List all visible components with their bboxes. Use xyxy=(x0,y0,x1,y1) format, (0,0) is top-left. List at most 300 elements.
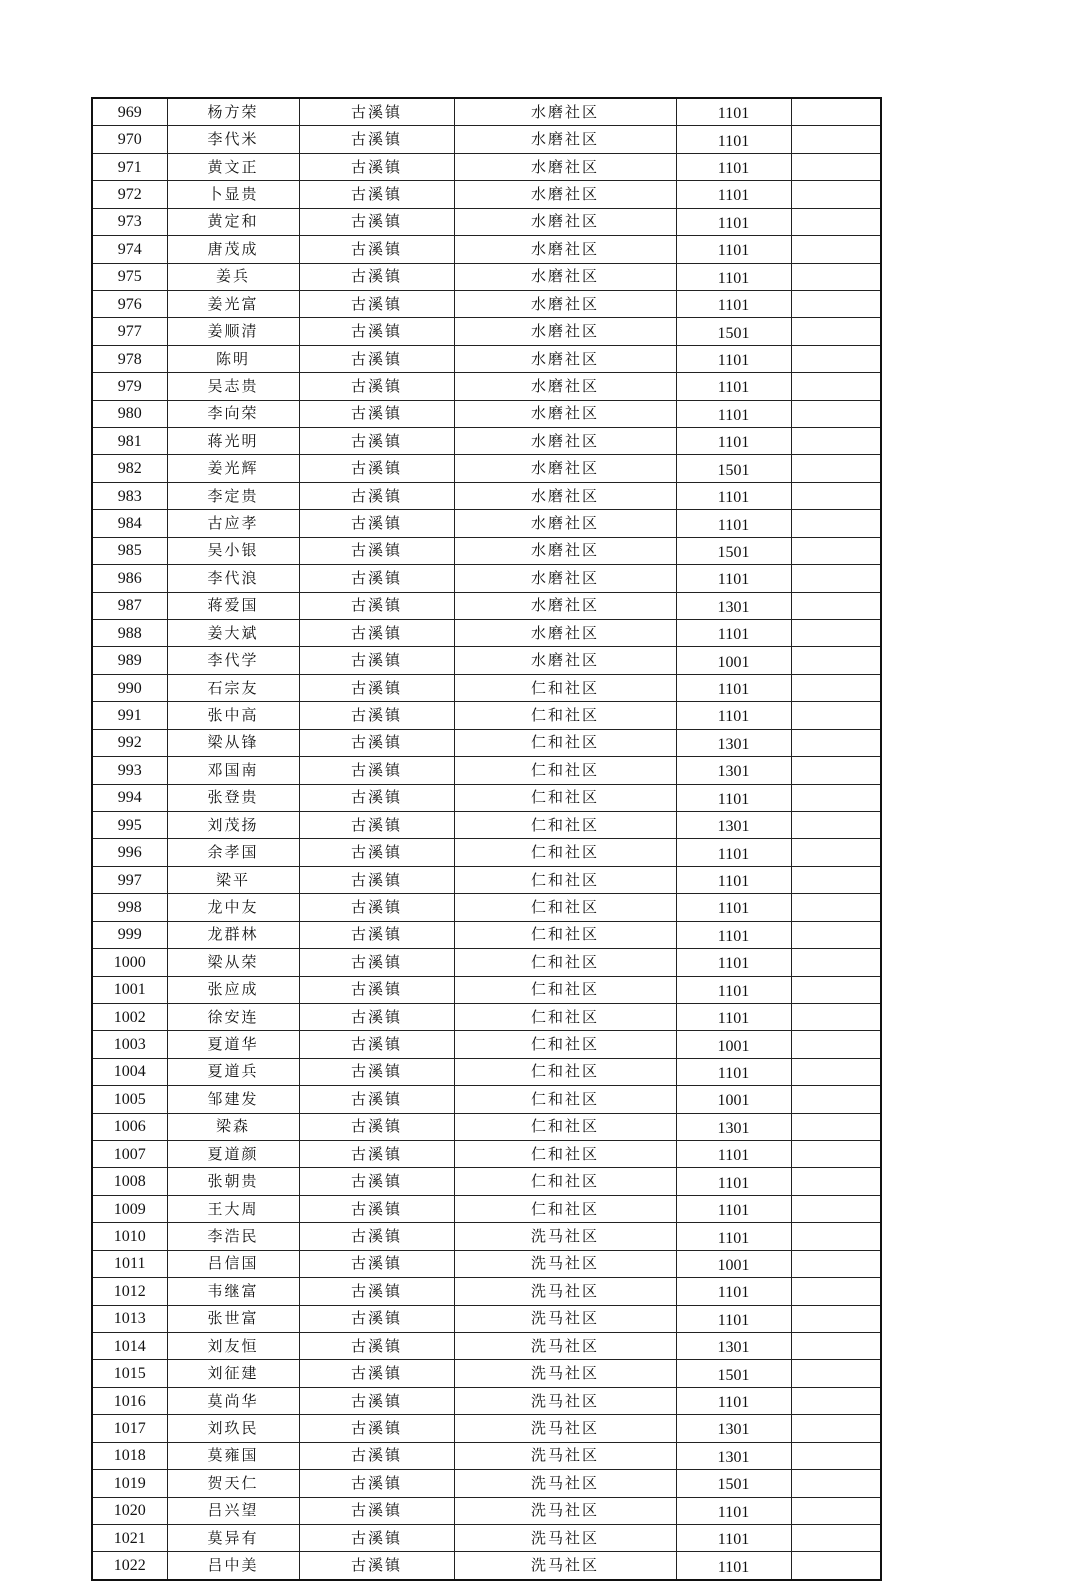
note-cell xyxy=(791,126,881,153)
name-cell: 吴小银 xyxy=(167,537,299,564)
code-cell: 1001 xyxy=(676,1250,791,1277)
town-cell: 古溪镇 xyxy=(299,208,454,235)
table-row xyxy=(92,811,881,838)
community-cell: 仁和社区 xyxy=(454,811,676,838)
note-cell xyxy=(791,921,881,948)
note-cell xyxy=(791,153,881,180)
table-row xyxy=(92,894,881,921)
note-cell xyxy=(791,1387,881,1414)
community-cell: 仁和社区 xyxy=(454,1003,676,1030)
community-cell: 仁和社区 xyxy=(454,949,676,976)
community-cell: 仁和社区 xyxy=(454,839,676,866)
table-row xyxy=(92,1387,881,1414)
name-cell: 古应孝 xyxy=(167,510,299,537)
name-cell: 梁从荣 xyxy=(167,949,299,976)
community-cell: 水磨社区 xyxy=(454,290,676,317)
table-row xyxy=(92,976,881,1003)
code-cell: 1101 xyxy=(676,839,791,866)
table-row xyxy=(92,153,881,180)
community-cell: 水磨社区 xyxy=(454,537,676,564)
name-cell: 杨方荣 xyxy=(167,98,299,126)
name-cell: 黄定和 xyxy=(167,208,299,235)
note-cell xyxy=(791,1415,881,1442)
table-row xyxy=(92,1141,881,1168)
code-cell: 1101 xyxy=(676,1497,791,1524)
name-cell: 张中高 xyxy=(167,702,299,729)
community-cell: 仁和社区 xyxy=(454,1086,676,1113)
code-cell: 1101 xyxy=(676,1058,791,1085)
name-cell: 刘茂扬 xyxy=(167,811,299,838)
row-number-cell: 991 xyxy=(92,702,167,729)
table-row xyxy=(92,1470,881,1497)
community-cell: 水磨社区 xyxy=(454,592,676,619)
town-cell: 古溪镇 xyxy=(299,565,454,592)
note-cell xyxy=(791,510,881,537)
code-cell: 1101 xyxy=(676,428,791,455)
table-row xyxy=(92,1250,881,1277)
town-cell: 古溪镇 xyxy=(299,482,454,509)
town-cell: 古溪镇 xyxy=(299,318,454,345)
row-number-cell: 980 xyxy=(92,400,167,427)
note-cell xyxy=(791,290,881,317)
town-cell: 古溪镇 xyxy=(299,976,454,1003)
note-cell xyxy=(791,839,881,866)
name-cell: 吕信国 xyxy=(167,1250,299,1277)
note-cell xyxy=(791,1113,881,1140)
name-cell: 吕兴望 xyxy=(167,1497,299,1524)
name-cell: 夏道兵 xyxy=(167,1058,299,1085)
row-number-cell: 1021 xyxy=(92,1524,167,1551)
table-row xyxy=(92,318,881,345)
table-row xyxy=(92,1524,881,1551)
table-row xyxy=(92,1360,881,1387)
town-cell: 古溪镇 xyxy=(299,1113,454,1140)
code-cell: 1101 xyxy=(676,976,791,1003)
name-cell: 夏道华 xyxy=(167,1031,299,1058)
town-cell: 古溪镇 xyxy=(299,1278,454,1305)
code-cell: 1501 xyxy=(676,318,791,345)
table-row xyxy=(92,510,881,537)
name-cell: 吕中美 xyxy=(167,1552,299,1580)
community-cell: 洗马社区 xyxy=(454,1278,676,1305)
name-cell: 梁平 xyxy=(167,866,299,893)
community-cell: 仁和社区 xyxy=(454,921,676,948)
table-row xyxy=(92,674,881,701)
community-cell: 水磨社区 xyxy=(454,181,676,208)
note-cell xyxy=(791,98,881,126)
name-cell: 刘玖民 xyxy=(167,1415,299,1442)
name-cell: 韦继富 xyxy=(167,1278,299,1305)
note-cell xyxy=(791,1470,881,1497)
row-number-cell: 993 xyxy=(92,757,167,784)
row-number-cell: 974 xyxy=(92,236,167,263)
table-row xyxy=(92,345,881,372)
name-cell: 梁森 xyxy=(167,1113,299,1140)
table-row xyxy=(92,565,881,592)
note-cell xyxy=(791,208,881,235)
community-cell: 洗马社区 xyxy=(454,1497,676,1524)
table-row xyxy=(92,1415,881,1442)
code-cell: 1101 xyxy=(676,702,791,729)
table-row xyxy=(92,208,881,235)
town-cell: 古溪镇 xyxy=(299,894,454,921)
row-number-cell: 987 xyxy=(92,592,167,619)
note-cell xyxy=(791,400,881,427)
row-number-cell: 973 xyxy=(92,208,167,235)
note-cell xyxy=(791,373,881,400)
community-cell: 仁和社区 xyxy=(454,1058,676,1085)
row-number-cell: 1016 xyxy=(92,1387,167,1414)
code-cell: 1101 xyxy=(676,1387,791,1414)
community-cell: 水磨社区 xyxy=(454,647,676,674)
code-cell: 1001 xyxy=(676,1031,791,1058)
town-cell: 古溪镇 xyxy=(299,784,454,811)
table-row xyxy=(92,181,881,208)
community-cell: 水磨社区 xyxy=(454,318,676,345)
code-cell: 1101 xyxy=(676,153,791,180)
name-cell: 蒋爱国 xyxy=(167,592,299,619)
table-row xyxy=(92,1058,881,1085)
table-row xyxy=(92,373,881,400)
name-cell: 徐安连 xyxy=(167,1003,299,1030)
town-cell: 古溪镇 xyxy=(299,510,454,537)
name-cell: 姜光富 xyxy=(167,290,299,317)
code-cell: 1301 xyxy=(676,1113,791,1140)
code-cell: 1101 xyxy=(676,620,791,647)
community-cell: 仁和社区 xyxy=(454,1195,676,1222)
row-number-cell: 1009 xyxy=(92,1195,167,1222)
row-number-cell: 1018 xyxy=(92,1442,167,1469)
row-number-cell: 996 xyxy=(92,839,167,866)
code-cell: 1101 xyxy=(676,1195,791,1222)
row-number-cell: 1004 xyxy=(92,1058,167,1085)
community-cell: 洗马社区 xyxy=(454,1442,676,1469)
code-cell: 1101 xyxy=(676,510,791,537)
name-cell: 刘友恒 xyxy=(167,1332,299,1359)
name-cell: 卜显贵 xyxy=(167,181,299,208)
town-cell: 古溪镇 xyxy=(299,1415,454,1442)
row-number-cell: 984 xyxy=(92,510,167,537)
note-cell xyxy=(791,263,881,290)
town-cell: 古溪镇 xyxy=(299,1387,454,1414)
town-cell: 古溪镇 xyxy=(299,1003,454,1030)
town-cell: 古溪镇 xyxy=(299,373,454,400)
town-cell: 古溪镇 xyxy=(299,1442,454,1469)
community-cell: 水磨社区 xyxy=(454,373,676,400)
row-number-cell: 1006 xyxy=(92,1113,167,1140)
table-row xyxy=(92,537,881,564)
row-number-cell: 1005 xyxy=(92,1086,167,1113)
table-row xyxy=(92,702,881,729)
row-number-cell: 969 xyxy=(92,98,167,126)
code-cell: 1101 xyxy=(676,894,791,921)
name-cell: 姜兵 xyxy=(167,263,299,290)
table-row xyxy=(92,236,881,263)
code-cell: 1101 xyxy=(676,126,791,153)
town-cell: 古溪镇 xyxy=(299,1470,454,1497)
row-number-cell: 982 xyxy=(92,455,167,482)
town-cell: 古溪镇 xyxy=(299,839,454,866)
row-number-cell: 970 xyxy=(92,126,167,153)
name-cell: 邹建发 xyxy=(167,1086,299,1113)
community-cell: 水磨社区 xyxy=(454,126,676,153)
note-cell xyxy=(791,702,881,729)
town-cell: 古溪镇 xyxy=(299,181,454,208)
note-cell xyxy=(791,976,881,1003)
table-row xyxy=(92,757,881,784)
note-cell xyxy=(791,674,881,701)
row-number-cell: 994 xyxy=(92,784,167,811)
name-cell: 龙群林 xyxy=(167,921,299,948)
town-cell: 古溪镇 xyxy=(299,729,454,756)
table-row xyxy=(92,1003,881,1030)
town-cell: 古溪镇 xyxy=(299,674,454,701)
row-number-cell: 981 xyxy=(92,428,167,455)
town-cell: 古溪镇 xyxy=(299,1031,454,1058)
note-cell xyxy=(791,1168,881,1195)
table-row xyxy=(92,1552,881,1580)
community-cell: 水磨社区 xyxy=(454,482,676,509)
note-cell xyxy=(791,811,881,838)
note-cell xyxy=(791,537,881,564)
note-cell xyxy=(791,428,881,455)
name-cell: 贺天仁 xyxy=(167,1470,299,1497)
row-number-cell: 997 xyxy=(92,866,167,893)
code-cell: 1101 xyxy=(676,181,791,208)
code-cell: 1301 xyxy=(676,811,791,838)
note-cell xyxy=(791,949,881,976)
code-cell: 1101 xyxy=(676,866,791,893)
row-number-cell: 1007 xyxy=(92,1141,167,1168)
name-cell: 李代学 xyxy=(167,647,299,674)
table-row xyxy=(92,1442,881,1469)
town-cell: 古溪镇 xyxy=(299,153,454,180)
code-cell: 1101 xyxy=(676,263,791,290)
table-row xyxy=(92,1031,881,1058)
name-cell: 张世富 xyxy=(167,1305,299,1332)
community-cell: 仁和社区 xyxy=(454,1031,676,1058)
table-row xyxy=(92,921,881,948)
table-row xyxy=(92,400,881,427)
code-cell: 1001 xyxy=(676,1086,791,1113)
community-cell: 水磨社区 xyxy=(454,153,676,180)
note-cell xyxy=(791,1003,881,1030)
row-number-cell: 972 xyxy=(92,181,167,208)
name-cell: 黄文正 xyxy=(167,153,299,180)
row-number-cell: 1014 xyxy=(92,1332,167,1359)
community-cell: 水磨社区 xyxy=(454,98,676,126)
town-cell: 古溪镇 xyxy=(299,1086,454,1113)
name-cell: 陈明 xyxy=(167,345,299,372)
table-row xyxy=(92,729,881,756)
row-number-cell: 1002 xyxy=(92,1003,167,1030)
community-cell: 洗马社区 xyxy=(454,1332,676,1359)
community-cell: 水磨社区 xyxy=(454,263,676,290)
note-cell xyxy=(791,1305,881,1332)
row-number-cell: 998 xyxy=(92,894,167,921)
row-number-cell: 1020 xyxy=(92,1497,167,1524)
note-cell xyxy=(791,1141,881,1168)
town-cell: 古溪镇 xyxy=(299,236,454,263)
row-number-cell: 988 xyxy=(92,620,167,647)
table-row xyxy=(92,455,881,482)
table-row xyxy=(92,1168,881,1195)
table-row xyxy=(92,1086,881,1113)
town-cell: 古溪镇 xyxy=(299,921,454,948)
note-cell xyxy=(791,757,881,784)
note-cell xyxy=(791,784,881,811)
community-cell: 仁和社区 xyxy=(454,894,676,921)
table-row xyxy=(92,839,881,866)
community-cell: 洗马社区 xyxy=(454,1250,676,1277)
community-cell: 水磨社区 xyxy=(454,236,676,263)
note-cell xyxy=(791,1086,881,1113)
town-cell: 古溪镇 xyxy=(299,1360,454,1387)
row-number-cell: 1008 xyxy=(92,1168,167,1195)
table-row xyxy=(92,1195,881,1222)
town-cell: 古溪镇 xyxy=(299,620,454,647)
name-cell: 王大周 xyxy=(167,1195,299,1222)
code-cell: 1101 xyxy=(676,1168,791,1195)
town-cell: 古溪镇 xyxy=(299,1058,454,1085)
town-cell: 古溪镇 xyxy=(299,98,454,126)
town-cell: 古溪镇 xyxy=(299,290,454,317)
town-cell: 古溪镇 xyxy=(299,428,454,455)
community-cell: 水磨社区 xyxy=(454,428,676,455)
table-row xyxy=(92,620,881,647)
name-cell: 刘征建 xyxy=(167,1360,299,1387)
community-cell: 仁和社区 xyxy=(454,729,676,756)
row-number-cell: 979 xyxy=(92,373,167,400)
community-cell: 洗马社区 xyxy=(454,1223,676,1250)
town-cell: 古溪镇 xyxy=(299,811,454,838)
note-cell xyxy=(791,1332,881,1359)
row-number-cell: 1003 xyxy=(92,1031,167,1058)
code-cell: 1301 xyxy=(676,729,791,756)
code-cell: 1501 xyxy=(676,537,791,564)
row-number-cell: 1012 xyxy=(92,1278,167,1305)
name-cell: 李代米 xyxy=(167,126,299,153)
town-cell: 古溪镇 xyxy=(299,1332,454,1359)
community-cell: 水磨社区 xyxy=(454,455,676,482)
community-cell: 水磨社区 xyxy=(454,565,676,592)
code-cell: 1101 xyxy=(676,1552,791,1580)
row-number-cell: 1000 xyxy=(92,949,167,976)
community-cell: 水磨社区 xyxy=(454,510,676,537)
code-cell: 1101 xyxy=(676,373,791,400)
row-number-cell: 1013 xyxy=(92,1305,167,1332)
note-cell xyxy=(791,620,881,647)
code-cell: 1101 xyxy=(676,236,791,263)
code-cell: 1101 xyxy=(676,949,791,976)
town-cell: 古溪镇 xyxy=(299,1497,454,1524)
town-cell: 古溪镇 xyxy=(299,949,454,976)
code-cell: 1101 xyxy=(676,921,791,948)
row-number-cell: 999 xyxy=(92,921,167,948)
note-cell xyxy=(791,181,881,208)
name-cell: 姜光辉 xyxy=(167,455,299,482)
name-cell: 梁从锋 xyxy=(167,729,299,756)
code-cell: 1101 xyxy=(676,1223,791,1250)
town-cell: 古溪镇 xyxy=(299,126,454,153)
table-row xyxy=(92,98,881,126)
town-cell: 古溪镇 xyxy=(299,647,454,674)
note-cell xyxy=(791,482,881,509)
note-cell xyxy=(791,1552,881,1580)
community-cell: 水磨社区 xyxy=(454,620,676,647)
note-cell xyxy=(791,345,881,372)
town-cell: 古溪镇 xyxy=(299,1141,454,1168)
code-cell: 1101 xyxy=(676,784,791,811)
code-cell: 1301 xyxy=(676,592,791,619)
table-row xyxy=(92,126,881,153)
code-cell: 1301 xyxy=(676,1442,791,1469)
table-row xyxy=(92,592,881,619)
town-cell: 古溪镇 xyxy=(299,345,454,372)
note-cell xyxy=(791,1195,881,1222)
table-row xyxy=(92,1113,881,1140)
community-cell: 仁和社区 xyxy=(454,674,676,701)
name-cell: 邓国南 xyxy=(167,757,299,784)
town-cell: 古溪镇 xyxy=(299,1305,454,1332)
code-cell: 1101 xyxy=(676,345,791,372)
code-cell: 1101 xyxy=(676,1003,791,1030)
name-cell: 余孝国 xyxy=(167,839,299,866)
table-row xyxy=(92,290,881,317)
row-number-cell: 977 xyxy=(92,318,167,345)
town-cell: 古溪镇 xyxy=(299,455,454,482)
code-cell: 1001 xyxy=(676,647,791,674)
row-number-cell: 1022 xyxy=(92,1552,167,1580)
table-row xyxy=(92,1332,881,1359)
row-number-cell: 971 xyxy=(92,153,167,180)
name-cell: 莫尚华 xyxy=(167,1387,299,1414)
note-cell xyxy=(791,1058,881,1085)
code-cell: 1101 xyxy=(676,674,791,701)
name-cell: 李浩民 xyxy=(167,1223,299,1250)
community-cell: 仁和社区 xyxy=(454,976,676,1003)
table-row xyxy=(92,263,881,290)
town-cell: 古溪镇 xyxy=(299,592,454,619)
town-cell: 古溪镇 xyxy=(299,757,454,784)
code-cell: 1101 xyxy=(676,1305,791,1332)
town-cell: 古溪镇 xyxy=(299,1168,454,1195)
community-cell: 仁和社区 xyxy=(454,1168,676,1195)
town-cell: 古溪镇 xyxy=(299,1524,454,1551)
code-cell: 1301 xyxy=(676,757,791,784)
code-cell: 1101 xyxy=(676,98,791,126)
community-cell: 仁和社区 xyxy=(454,1113,676,1140)
table-row xyxy=(92,1278,881,1305)
name-cell: 莫异有 xyxy=(167,1524,299,1551)
code-cell: 1101 xyxy=(676,565,791,592)
name-cell: 姜大斌 xyxy=(167,620,299,647)
row-number-cell: 1015 xyxy=(92,1360,167,1387)
town-cell: 古溪镇 xyxy=(299,400,454,427)
note-cell xyxy=(791,1278,881,1305)
name-cell: 张朝贵 xyxy=(167,1168,299,1195)
code-cell: 1101 xyxy=(676,208,791,235)
note-cell xyxy=(791,1360,881,1387)
table-row xyxy=(92,647,881,674)
town-cell: 古溪镇 xyxy=(299,1552,454,1580)
name-cell: 张应成 xyxy=(167,976,299,1003)
town-cell: 古溪镇 xyxy=(299,537,454,564)
note-cell xyxy=(791,565,881,592)
note-cell xyxy=(791,1524,881,1551)
code-cell: 1501 xyxy=(676,455,791,482)
community-cell: 洗马社区 xyxy=(454,1387,676,1414)
